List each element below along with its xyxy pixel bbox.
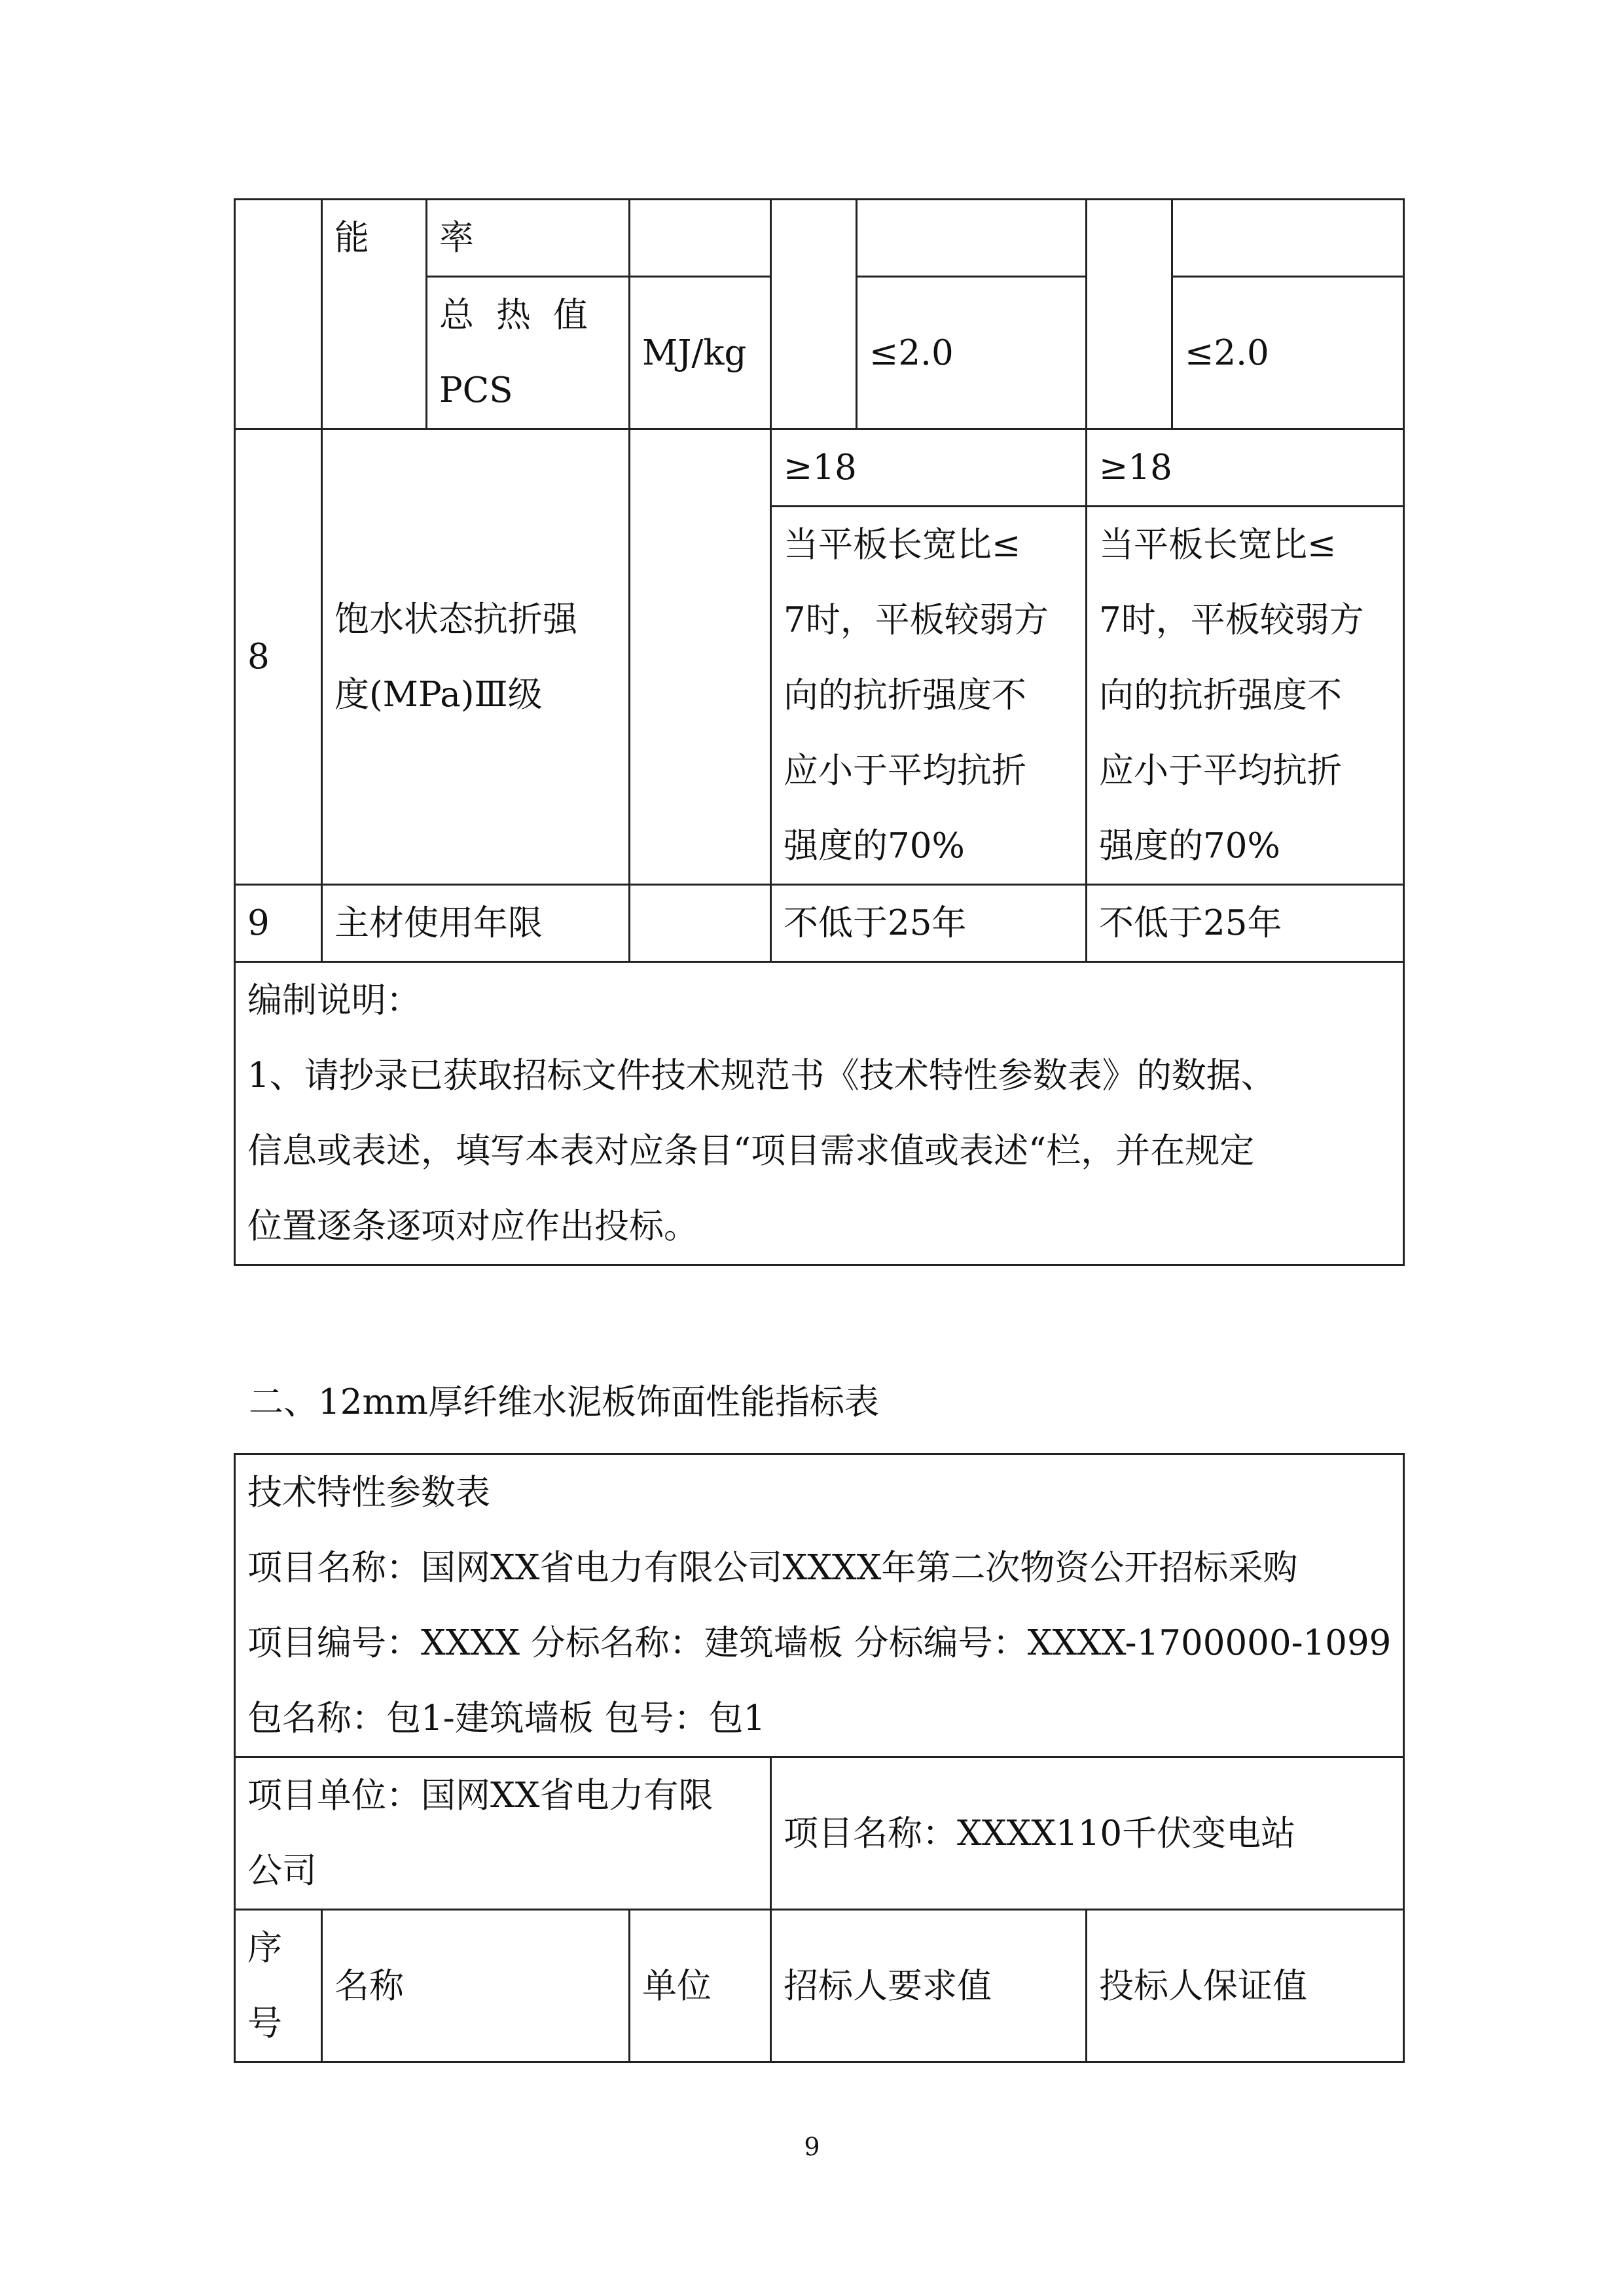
row7-name-cell bbox=[322, 200, 427, 429]
pcs-req-cell: ≤2.0 bbox=[857, 277, 1087, 429]
row9-no-cell: 9 bbox=[235, 885, 322, 962]
project-number-line: 项目编号：XXXX 分标名称：建筑墙板 分标编号：XXXX-1700000-1099 bbox=[247, 1623, 1392, 1663]
notes-title: 编制说明： bbox=[247, 980, 421, 1020]
project-unit-cell: 项目单位：国网XX省电力有限 公司 bbox=[235, 1757, 771, 1910]
col-header-no: 序 号 bbox=[235, 1910, 322, 2062]
row7-no-cell bbox=[235, 200, 322, 429]
row8-name-cell: 饱水状态抗折强 度(MPa)Ⅲ级 bbox=[322, 429, 630, 885]
row8-req-a: ≥18 bbox=[771, 429, 1087, 507]
row9-name-cell: 主材使用年限 bbox=[322, 885, 630, 962]
row8-guar-a: ≥18 bbox=[1087, 429, 1404, 507]
project-name-line: 项目名称：国网XX省电力有限公司XXXX年第二次物资公开招标采购 bbox=[247, 1548, 1298, 1588]
row8-req-b: 当平板长宽比≤ 7时，平板较弱方 向的抗折强度不 应小于平均抗折 强度的70% bbox=[771, 507, 1087, 885]
compilation-notes bbox=[235, 962, 1404, 1265]
section-title: 二、12mm厚纤维水泥板饰面性能指标表 bbox=[249, 1382, 879, 1422]
notes-line: 1、请抄录已获取招标文件技术规范书《技术特性参数表》的数据、 bbox=[247, 1056, 1276, 1096]
row7-unit-cell bbox=[630, 200, 771, 277]
pcs-guar-cell: ≤2.0 bbox=[1172, 277, 1404, 429]
col-header-guaranteed: 投标人保证值 bbox=[1087, 1910, 1404, 2062]
col-header-required: 招标人要求值 bbox=[771, 1910, 1087, 2062]
row9-req-cell: 不低于25年 bbox=[771, 885, 1087, 962]
table-title: 技术特性参数表 bbox=[247, 1473, 490, 1513]
col-header-unit: 单位 bbox=[630, 1910, 771, 2062]
row7-guar-cell bbox=[1172, 200, 1404, 277]
package-line: 包名称：包1-建筑墙板 包号：包1 bbox=[247, 1698, 766, 1738]
pcs-unit-cell: MJ/kg bbox=[630, 277, 771, 429]
row7-req-cell bbox=[857, 200, 1087, 277]
page-number: 9 bbox=[804, 2132, 820, 2161]
project-name-cell: 项目名称：XXXX110千伏变电站 bbox=[771, 1757, 1404, 1910]
row7-req-spacer bbox=[771, 200, 857, 429]
parameters-table-continued bbox=[234, 198, 1405, 1266]
notes-line: 信息或表述，填写本表对应条目“项目需求值或表述“栏，并在规定 bbox=[247, 1131, 1255, 1171]
row9-unit-cell bbox=[630, 885, 771, 962]
row7-guar-spacer bbox=[1087, 200, 1172, 429]
row8-unit-cell bbox=[630, 429, 771, 885]
row7-sub-label: 率 bbox=[427, 200, 630, 277]
pcs-label-cell: 总热值 PCS bbox=[427, 277, 630, 429]
row7-name-text: 能 bbox=[334, 218, 369, 258]
row9-guar-cell: 不低于25年 bbox=[1087, 885, 1404, 962]
row8-no-cell: 8 bbox=[235, 429, 322, 885]
col-header-name: 名称 bbox=[322, 1910, 630, 2062]
notes-line: 位置逐条逐项对应作出投标。 bbox=[247, 1206, 698, 1246]
table-header-block bbox=[235, 1454, 1404, 1757]
row8-guar-b: 当平板长宽比≤ 7时，平板较弱方 向的抗折强度不 应小于平均抗折 强度的70% bbox=[1087, 507, 1404, 885]
technical-parameters-table bbox=[234, 1453, 1405, 2063]
